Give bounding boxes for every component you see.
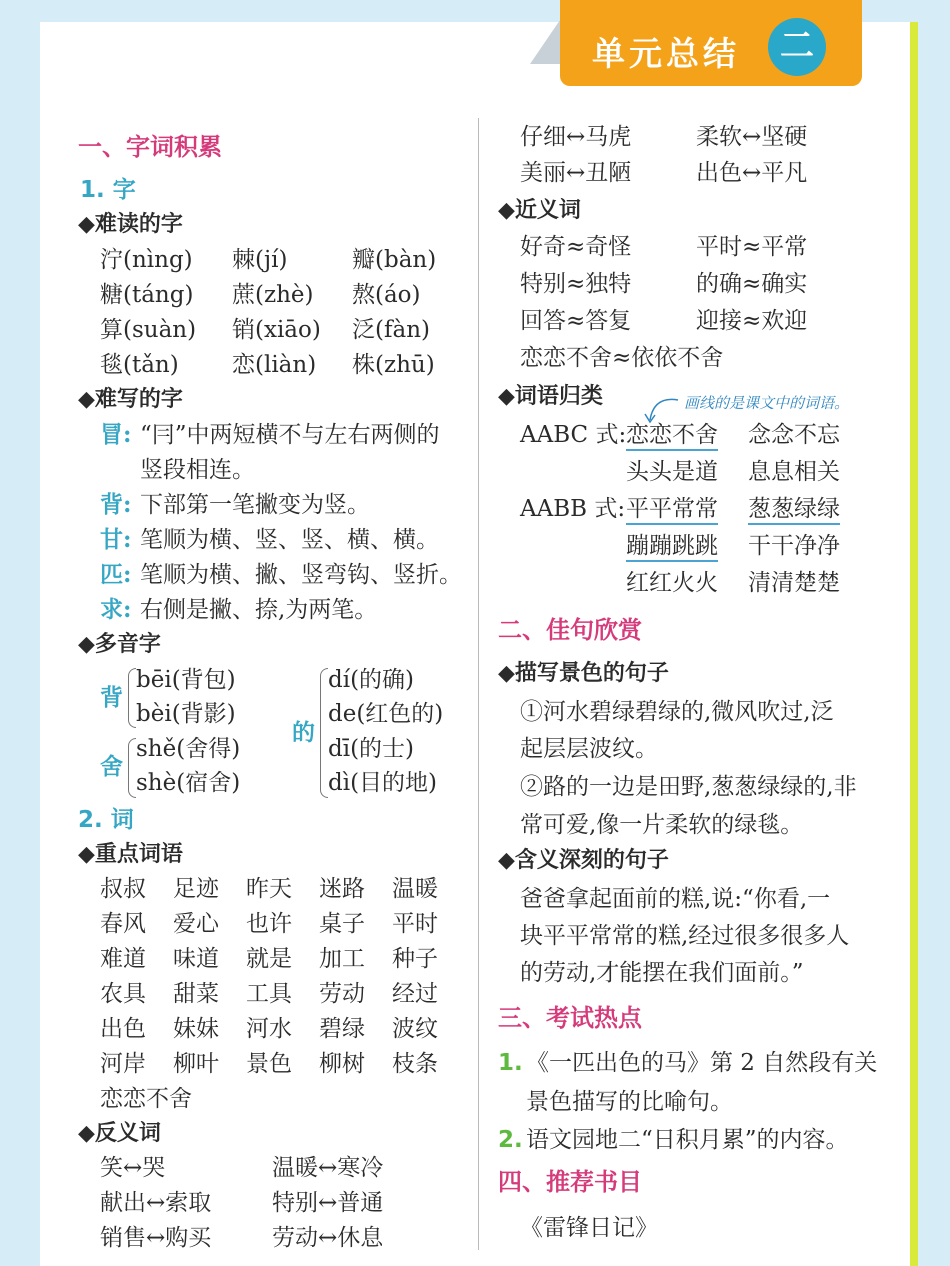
hotspot-text: 《一匹出色的马》第 2 自然段有关 [526, 1050, 878, 1076]
block-title: ◆多音字 [78, 632, 161, 657]
block-title: ◆近义词 [498, 198, 581, 223]
annotation-note: 画线的是课文中的词语。 [684, 394, 850, 412]
word-item: 糖(táng) [100, 282, 194, 308]
word-item: 毯(tǎn) [100, 352, 179, 378]
explain-text: 笔顺为横、竖、竖、横、横。 [140, 527, 439, 553]
block-title: ◆描写景色的句子 [498, 661, 669, 686]
key-char: 求: [100, 596, 132, 623]
page [40, 22, 910, 1266]
sentence-line: ②路的一边是田野,葱葱绿绿的,非 [520, 774, 857, 800]
block-title: ◆重点词语 [78, 842, 183, 867]
poly-reading: bēi(背包) [136, 667, 236, 693]
word-item: 碧绿 [319, 1016, 365, 1042]
word-item: 蔗(zhè) [232, 282, 314, 308]
word-pair: 特别↔普通 [272, 1190, 384, 1216]
column-divider [478, 118, 479, 1250]
word-item: 泛(fàn) [352, 317, 430, 343]
sentence-line: 起层层波纹。 [520, 736, 658, 762]
word-item: 恋(liàn) [232, 352, 317, 378]
word-pair: 特别≈独特 [520, 271, 632, 297]
key-char: 冒: [100, 421, 132, 448]
section-title: 三、考试热点 [498, 1004, 642, 1032]
word-pair: 仔细↔马虎 [520, 124, 632, 150]
badge-fold [530, 20, 560, 64]
word-item [626, 494, 718, 524]
word-item: 出色 [100, 1016, 146, 1042]
poly-reading: shě(舍得) [136, 736, 241, 762]
word-item: 春风 [100, 911, 146, 937]
word-item [626, 531, 718, 561]
item-number: 2. [498, 1127, 523, 1153]
sentence-line: 的劳动,才能摆在我们面前。” [520, 960, 804, 986]
word-item: 干干净净 [748, 533, 840, 559]
explain-text: 下部第一笔撇变为竖。 [140, 492, 370, 518]
explain-text: “冃”中两短横不与左右两侧的 [140, 422, 440, 448]
word-item: 难道 [100, 946, 146, 972]
word-item: 叔叔 [100, 876, 146, 902]
word-item: 柳树 [319, 1051, 365, 1077]
word-item: 算(suàn) [100, 317, 197, 343]
book-title: 《雷锋日记》 [520, 1215, 658, 1241]
pattern-label: AABC 式: [520, 422, 627, 448]
word-pair: 美丽↔丑陋 [520, 160, 632, 186]
word-pair: 平时≈平常 [696, 234, 808, 260]
word-item: 温暖 [392, 876, 438, 902]
poly-reading: dī(的士) [328, 736, 415, 762]
word-item: 昨天 [246, 876, 292, 902]
word-item: 棘(jí) [232, 247, 288, 273]
word-item: 泞(nìng) [100, 247, 193, 273]
brace [320, 668, 328, 798]
word-item: 恋恋不舍 [100, 1086, 192, 1112]
word-item: 熬(áo) [352, 282, 421, 308]
subsection-title: 2. 词 [78, 807, 134, 833]
word-item: 平时 [392, 911, 438, 937]
word-item: 头头是道 [626, 459, 718, 485]
underlined-word: 蹦蹦跳跳 [626, 533, 718, 562]
key-char: 背: [100, 491, 132, 518]
poly-char: 舍 [100, 753, 123, 780]
poly-char: 背 [100, 684, 123, 711]
word-pair: 温暖↔寒冷 [272, 1155, 384, 1181]
poly-reading: shè(宿舍) [136, 770, 241, 796]
sentence-line: 爸爸拿起面前的糕,说:“你看,一 [520, 886, 831, 912]
key-char: 匹: [100, 561, 132, 588]
word-pair: 好奇≈奇怪 [520, 234, 632, 260]
block-title: ◆难写的字 [78, 387, 183, 412]
block-title: ◆含义深刻的句子 [498, 848, 669, 873]
poly-reading: dì(目的地) [328, 770, 438, 796]
sentence-line: ①河水碧绿碧绿的,微风吹过,泛 [520, 699, 834, 725]
block-title: ◆反义词 [78, 1121, 161, 1146]
badge-title: 单元总结 [592, 34, 740, 73]
poly-reading: bèi(背影) [136, 701, 236, 727]
item-number: 1. [498, 1050, 523, 1076]
poly-char: 的 [292, 719, 315, 746]
word-item: 就是 [246, 946, 292, 972]
word-item: 河岸 [100, 1051, 146, 1077]
word-item: 妹妹 [173, 1016, 219, 1042]
section-title: 一、字词积累 [78, 133, 222, 161]
word-pair: 恋恋不舍≈依依不舍 [520, 345, 724, 371]
word-item: 桌子 [319, 911, 365, 937]
word-item: 工具 [246, 981, 292, 1007]
word-item: 河水 [246, 1016, 292, 1042]
hotspot-text: 语文园地二“日积月累”的内容。 [526, 1127, 849, 1153]
key-char: 甘: [100, 526, 132, 553]
word-pair: 笑↔哭 [100, 1155, 166, 1181]
word-item: 足迹 [173, 876, 219, 902]
word-item: 甜菜 [173, 981, 219, 1007]
brace [128, 738, 136, 798]
word-item: 加工 [319, 946, 365, 972]
word-item: 株(zhū) [352, 352, 435, 378]
word-pair: 的确≈确实 [696, 271, 808, 297]
word-item [748, 494, 840, 524]
word-item: 种子 [392, 946, 438, 972]
sentence-line: 块平平常常的糕,经过很多很多人 [520, 923, 850, 949]
explain-text: 右侧是撇、捺,为两笔。 [140, 597, 378, 623]
hotspot-text: 景色描写的比喻句。 [526, 1089, 733, 1115]
brace [128, 668, 136, 728]
badge-number: 二 [768, 18, 826, 76]
word-pair: 劳动↔休息 [272, 1225, 384, 1251]
side-bar [910, 22, 918, 1266]
word-item: 波纹 [392, 1016, 438, 1042]
word-item [626, 420, 718, 450]
word-item: 枝条 [392, 1051, 438, 1077]
word-item: 柳叶 [173, 1051, 219, 1077]
block-title: ◆难读的字 [78, 212, 183, 237]
word-pair: 销售↔购买 [100, 1225, 212, 1251]
word-item: 景色 [246, 1051, 292, 1077]
subsection-title: 1. 字 [80, 177, 136, 203]
word-pair: 献出↔索取 [100, 1190, 212, 1216]
block-title: ◆词语归类 [498, 384, 603, 409]
pattern-label: AABB 式: [520, 496, 626, 522]
word-item: 红红火火 [626, 570, 718, 596]
word-item: 清清楚楚 [748, 570, 840, 596]
underlined-word: 平平常常 [626, 496, 718, 525]
word-item: 销(xiāo) [232, 317, 321, 343]
underlined-word: 葱葱绿绿 [748, 496, 840, 525]
word-item: 劳动 [319, 981, 365, 1007]
explain-text: 笔顺为横、撇、竖弯钩、竖折。 [140, 562, 462, 588]
sentence-line: 常可爱,像一片柔软的绿毯。 [520, 812, 804, 838]
word-item: 念念不忘 [748, 422, 840, 448]
word-pair: 柔软↔坚硬 [696, 124, 808, 150]
word-item: 瓣(bàn) [352, 247, 437, 273]
word-item: 也许 [246, 911, 292, 937]
word-item: 爱心 [173, 911, 219, 937]
word-pair: 迎接≈欢迎 [696, 308, 808, 334]
section-title: 二、佳句欣赏 [498, 616, 642, 644]
section-title: 四、推荐书目 [498, 1168, 642, 1196]
word-item: 农具 [100, 981, 146, 1007]
word-pair: 回答≈答复 [520, 308, 632, 334]
poly-reading: dí(的确) [328, 667, 415, 693]
explain-text: 竖段相连。 [140, 457, 255, 483]
underlined-word: 恋恋不舍 [626, 422, 718, 451]
word-item: 息息相关 [748, 459, 840, 485]
word-item: 味道 [173, 946, 219, 972]
poly-reading: de(红色的) [328, 701, 444, 727]
word-item: 迷路 [319, 876, 365, 902]
word-item: 经过 [392, 981, 438, 1007]
word-pair: 出色↔平凡 [696, 160, 808, 186]
